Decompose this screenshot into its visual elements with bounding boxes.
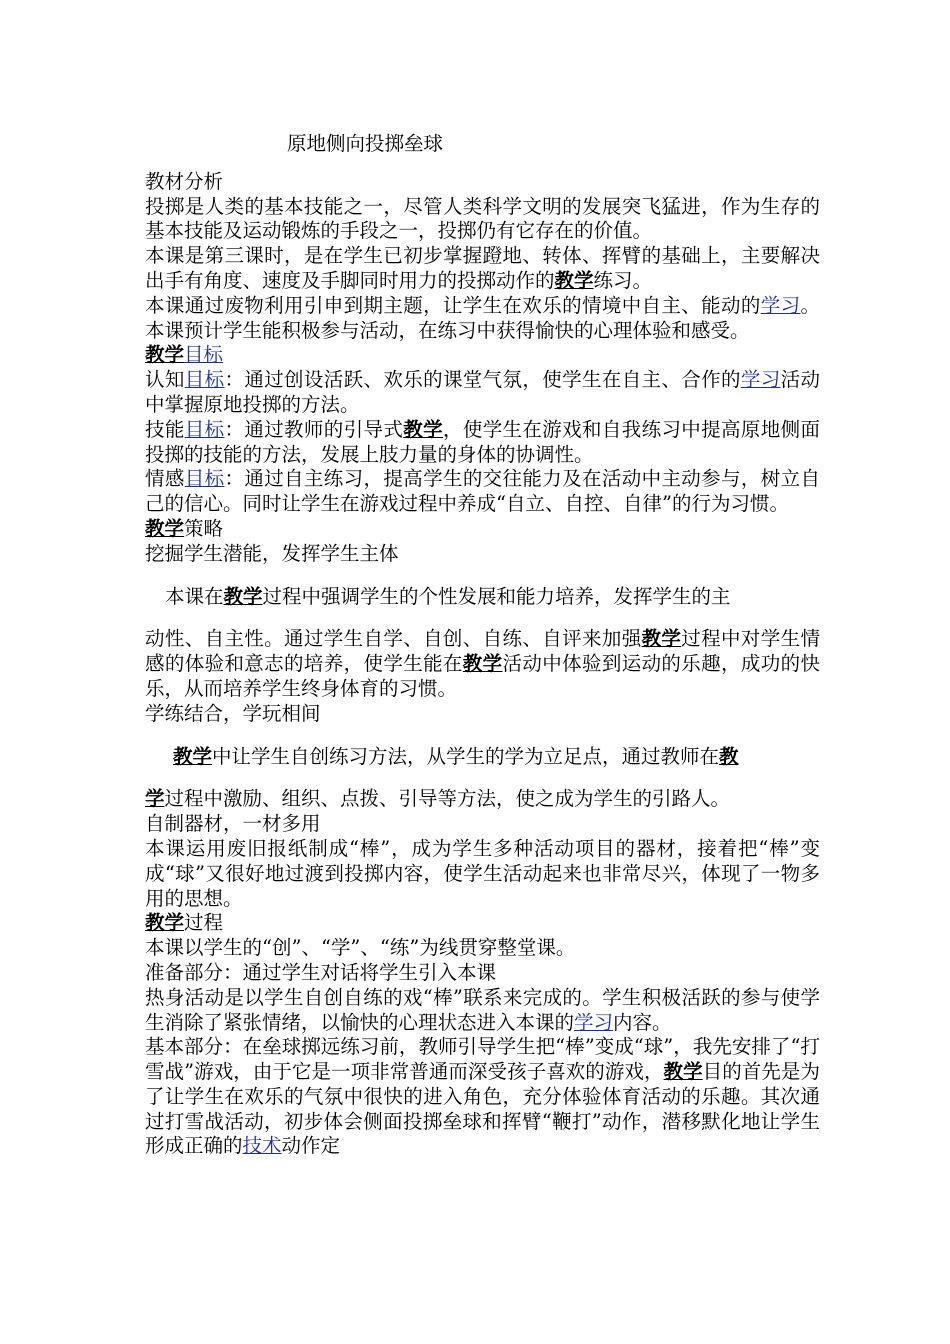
section-heading-teaching-strategy: 教学策略 bbox=[145, 516, 224, 540]
keyword-link-teaching[interactable]: 教学 bbox=[554, 268, 594, 292]
paragraph: 动性、自主性。通过学生自学、自创、自练、自评来加强教学过程中对学生情感的体验和意志的培养，使学生能在教学活动中体验到运动的乐趣，成功的快乐，从而培养学生终身体育的习惯。 bbox=[145, 627, 820, 700]
paragraph: 本课以学生的“创”、“学”、“练”为线贯穿整堂课。 bbox=[145, 936, 576, 960]
keyword-link-study[interactable]: 学习 bbox=[574, 1010, 614, 1034]
paragraph: 投掷是人类的基本技能之一，尽管人类科学文明的发展突飞猛进，作为生存的基本技能及运动锻炼的手段之一，投掷仍有它存在的价值。 bbox=[145, 194, 820, 243]
section-heading-material-analysis: 教材分析 bbox=[145, 169, 224, 193]
keyword-link-teaching[interactable]: 教学 bbox=[145, 911, 185, 935]
section-heading-teaching-process: 教学过程 bbox=[145, 911, 224, 935]
keyword-link-goal[interactable]: 目标 bbox=[184, 417, 225, 441]
keyword-link-teaching[interactable]: 教学 bbox=[462, 652, 503, 676]
paragraph: 教学中让学生自创练习方法，从学生的学为立足点，通过教师在教 bbox=[173, 744, 739, 768]
paragraph: 本课在教学过程中强调学生的个性发展和能力培养，发挥学生的主 bbox=[165, 584, 731, 608]
keyword-link-teaching[interactable]: 教学 bbox=[641, 627, 682, 651]
keyword-link-teaching-part[interactable]: 学 bbox=[145, 787, 165, 811]
document-page bbox=[145, 132, 820, 1159]
paragraph: 认知目标：通过创设活跃、欢乐的课堂气氛，使学生在自主、合作的学习活动中掌握原地投掷的方法。 bbox=[145, 368, 820, 416]
paragraph: 本课通过废物利用引申到期主题，让学生在欢乐的情境中自主、能动的学习。本课预计学生能积极参与活动，在练习中获得愉快的心理体验和感受。 bbox=[145, 293, 820, 342]
paragraph: 学过程中激励、组织、点拨、引导等方法，使之成为学生的引路人。 bbox=[145, 787, 731, 811]
keyword-link-technique[interactable]: 技术 bbox=[242, 1134, 282, 1158]
subheading: 学练结合，学玩相间 bbox=[145, 701, 321, 725]
paragraph: 热身活动是以学生自创自练的戏“棒”联系来完成的。学生积极活跃的参与使学生消除了紧张情绪，以愉快的心理状态进入本课的学习内容。 bbox=[145, 985, 820, 1034]
keyword-link-study[interactable]: 学习 bbox=[760, 293, 801, 317]
keyword-link-goal[interactable]: 目标 bbox=[184, 368, 225, 392]
keyword-link-teaching[interactable]: 教学 bbox=[663, 1060, 703, 1084]
keyword-link-teaching[interactable]: 教学 bbox=[173, 744, 213, 768]
subheading: 挖掘学生潜能，发挥学生主体 bbox=[145, 541, 399, 565]
keyword-link-goal[interactable]: 目标 bbox=[184, 343, 224, 367]
subheading: 自制器材，一材多用 bbox=[145, 812, 321, 836]
document-title: 原地侧向投掷垒球 bbox=[287, 132, 444, 155]
keyword-link-goal[interactable]: 目标 bbox=[184, 467, 225, 491]
paragraph: 准备部分：通过学生对话将学生引入本课 bbox=[145, 960, 497, 984]
keyword-link-teaching[interactable]: 教学 bbox=[145, 516, 185, 540]
keyword-link-teaching-part[interactable]: 教 bbox=[719, 744, 739, 768]
keyword-link-teaching[interactable]: 教学 bbox=[145, 343, 185, 367]
paragraph: 本课是第三课时，是在学生已初步掌握蹬地、转体、挥臂的基础上，主要解决出手有角度、速度及手脚同时用力的投掷动作的教学练习。 bbox=[145, 244, 820, 292]
section-heading-teaching-goals bbox=[145, 343, 820, 368]
paragraph: 基本部分：在垒球掷远练习前，教师引导学生把“棒”变成“球”，我先安排了“打雪战”游戏，由于它是一项非常普通而深受孩子喜欢的游戏，教学目的首先是为了让学生在欢乐的气氛中很快的进入角色，充分体验体育活动的乐趣。其次通过打雪战活动，初步体会侧面投掷垒球和挥臂“鞭打”动作，潜移默化地让学生形成正确的技术动作定 bbox=[145, 1035, 820, 1158]
keyword-link-teaching[interactable]: 教学 bbox=[403, 417, 443, 441]
keyword-link-teaching[interactable]: 教学 bbox=[223, 584, 263, 608]
paragraph: 本课运用废旧报纸制成“棒”，成为学生多种活动项目的器材，接着把“棒”变成“球”又很好地过渡到投掷内容，使学生活动起来也非常尽兴，体现了一物多用的思想。 bbox=[145, 836, 820, 910]
keyword-link-study[interactable]: 学习 bbox=[740, 368, 781, 392]
paragraph: 技能目标：通过教师的引导式教学，使学生在游戏和自我练习中提高原地侧面投掷的技能的方法，发展上肢力量的身体的协调性。 bbox=[145, 417, 820, 466]
paragraph: 情感目标：通过自主练习，提高学生的交往能力及在活动中主动参与，树立自己的信心。同时让学生在游戏过程中养成“自立、自控、自律”的行为习惯。 bbox=[145, 467, 820, 516]
